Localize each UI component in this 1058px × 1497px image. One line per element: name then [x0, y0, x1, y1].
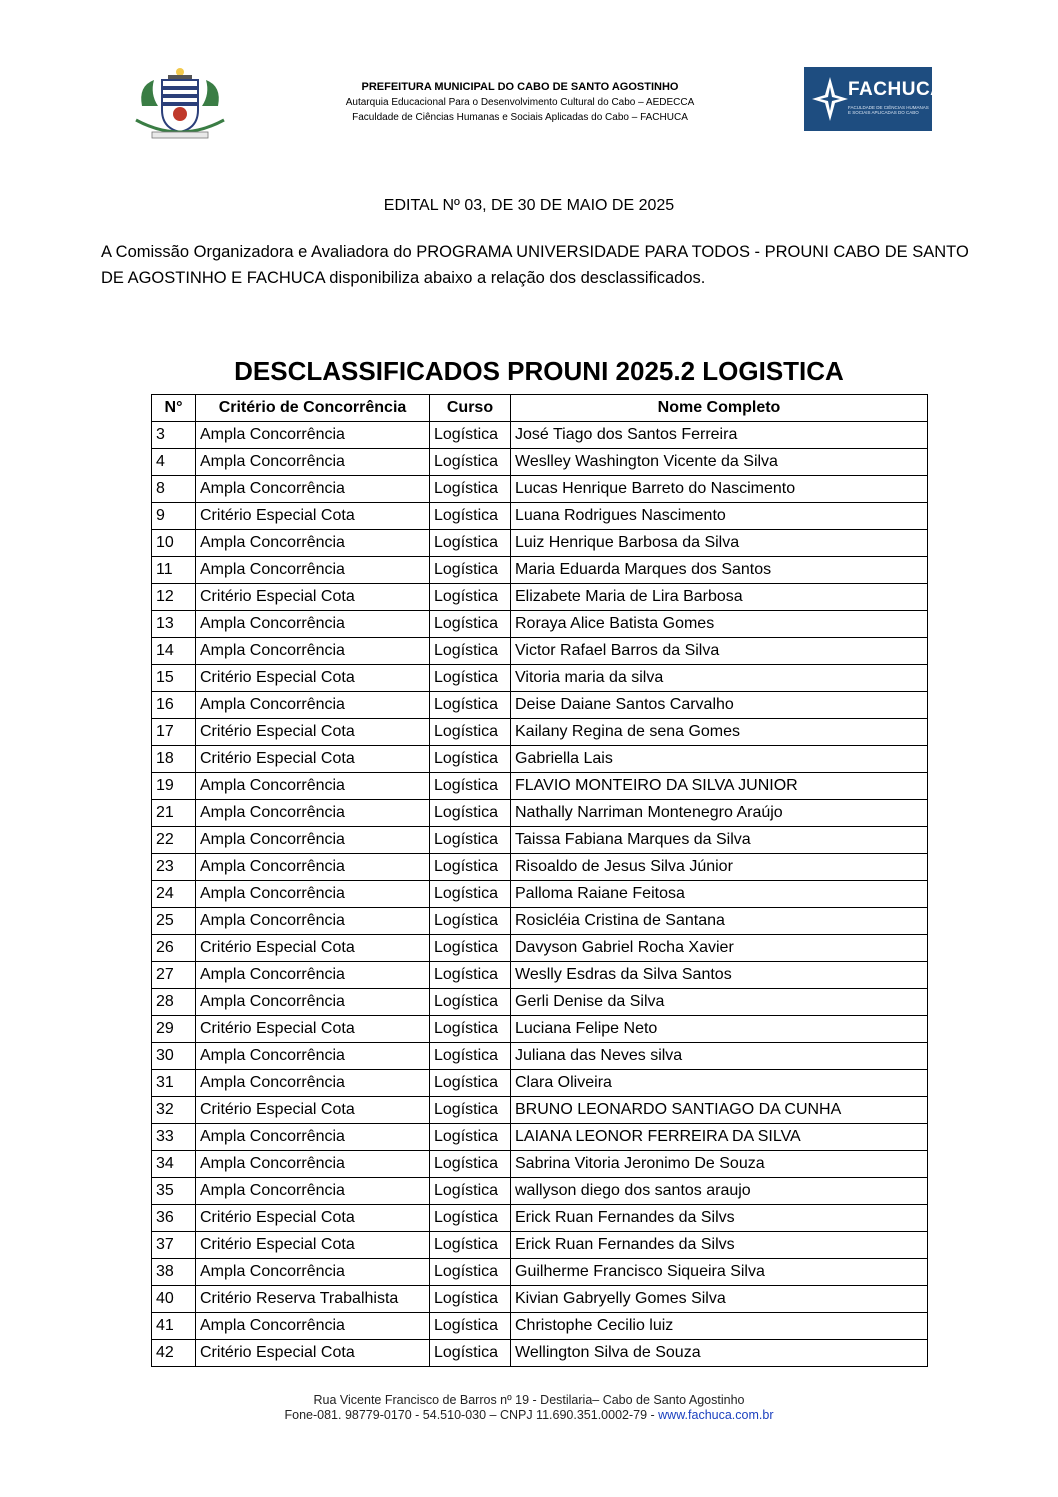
cell-curso: Logística	[430, 800, 511, 827]
cell-num: 42	[152, 1340, 196, 1367]
disqualified-table	[151, 394, 928, 1367]
cell-criterio: Ampla Concorrência	[196, 1178, 430, 1205]
cell-criterio: Critério Especial Cota	[196, 746, 430, 773]
cell-curso: Logística	[430, 476, 511, 503]
cell-criterio: Critério Especial Cota	[196, 1016, 430, 1043]
cell-criterio: Ampla Concorrência	[196, 827, 430, 854]
cell-curso: Logística	[430, 638, 511, 665]
cell-criterio: Ampla Concorrência	[196, 881, 430, 908]
cell-num: 18	[152, 746, 196, 773]
cell-num: 10	[152, 530, 196, 557]
cell-criterio: Ampla Concorrência	[196, 476, 430, 503]
cell-curso: Logística	[430, 422, 511, 449]
cell-num: 26	[152, 935, 196, 962]
cell-nome: Roraya Alice Batista Gomes	[511, 611, 928, 638]
table-row	[152, 476, 928, 503]
cell-num: 14	[152, 638, 196, 665]
cell-num: 31	[152, 1070, 196, 1097]
cell-criterio: Ampla Concorrência	[196, 1151, 430, 1178]
cell-nome: Lucas Henrique Barreto do Nascimento	[511, 476, 928, 503]
table-row	[152, 827, 928, 854]
cell-curso: Logística	[430, 530, 511, 557]
cell-nome: Victor Rafael Barros da Silva	[511, 638, 928, 665]
cell-criterio: Ampla Concorrência	[196, 449, 430, 476]
cell-num: 19	[152, 773, 196, 800]
institution-header	[240, 80, 800, 125]
table-row	[152, 935, 928, 962]
cell-curso: Logística	[430, 1151, 511, 1178]
cell-num: 41	[152, 1313, 196, 1340]
cell-nome: BRUNO LEONARDO SANTIAGO DA CUNHA	[511, 1097, 928, 1124]
cell-curso: Logística	[430, 611, 511, 638]
cell-nome: Taissa Fabiana Marques da Silva	[511, 827, 928, 854]
table-row	[152, 1124, 928, 1151]
cell-nome: wallyson diego dos santos araujo	[511, 1178, 928, 1205]
table-row	[152, 719, 928, 746]
cell-curso: Logística	[430, 746, 511, 773]
cell-nome: LAIANA LEONOR FERREIRA DA SILVA	[511, 1124, 928, 1151]
cell-nome: Erick Ruan Fernandes da Silvs	[511, 1205, 928, 1232]
cell-criterio: Ampla Concorrência	[196, 1043, 430, 1070]
cell-criterio: Ampla Concorrência	[196, 611, 430, 638]
header-curso: Curso	[430, 395, 511, 422]
cell-criterio: Critério Especial Cota	[196, 1205, 430, 1232]
cell-nome: Sabrina Vitoria Jeronimo De Souza	[511, 1151, 928, 1178]
cell-nome: José Tiago dos Santos Ferreira	[511, 422, 928, 449]
cell-nome: Davyson Gabriel Rocha Xavier	[511, 935, 928, 962]
cell-nome: Kailany Regina de sena Gomes	[511, 719, 928, 746]
cell-num: 30	[152, 1043, 196, 1070]
table-row	[152, 1070, 928, 1097]
cell-num: 24	[152, 881, 196, 908]
table-row	[152, 449, 928, 476]
cell-nome: Luana Rodrigues Nascimento	[511, 503, 928, 530]
fachuca-tagline: FACULDADE DE CIÊNCIAS HUMANAS E SOCIAIS APLICADAS DO CABO	[848, 105, 929, 115]
table-row	[152, 692, 928, 719]
cell-nome: Clara Oliveira	[511, 1070, 928, 1097]
cell-criterio: Ampla Concorrência	[196, 854, 430, 881]
star-icon	[810, 75, 850, 123]
cell-num: 25	[152, 908, 196, 935]
cell-num: 4	[152, 449, 196, 476]
table-header-row	[152, 395, 928, 422]
cell-num: 21	[152, 800, 196, 827]
cell-nome: Nathally Narriman Montenegro Araújo	[511, 800, 928, 827]
page-header	[0, 0, 1058, 160]
table-body	[152, 422, 928, 1367]
cell-curso: Logística	[430, 584, 511, 611]
cell-nome: Risoaldo de Jesus Silva Júnior	[511, 854, 928, 881]
cell-curso: Logística	[430, 1097, 511, 1124]
table-title: DESCLASSIFICADOS PROUNI 2025.2 LOGISTICA	[234, 356, 844, 386]
header-nome: Nome Completo	[511, 395, 928, 422]
cell-nome: Maria Eduarda Marques dos Santos	[511, 557, 928, 584]
cell-nome: Kivian Gabryelly Gomes Silva	[511, 1286, 928, 1313]
cell-curso: Logística	[430, 1124, 511, 1151]
cell-num: 35	[152, 1178, 196, 1205]
cell-criterio: Ampla Concorrência	[196, 1070, 430, 1097]
table-row	[152, 773, 928, 800]
cell-criterio: Ampla Concorrência	[196, 989, 430, 1016]
table-row	[152, 989, 928, 1016]
cell-num: 32	[152, 1097, 196, 1124]
cell-curso: Logística	[430, 989, 511, 1016]
table-row	[152, 1313, 928, 1340]
cell-num: 8	[152, 476, 196, 503]
cell-criterio: Ampla Concorrência	[196, 962, 430, 989]
table-row	[152, 422, 928, 449]
table-row	[152, 611, 928, 638]
cell-nome: Rosicléia Cristina de Santana	[511, 908, 928, 935]
cell-num: 33	[152, 1124, 196, 1151]
cell-nome: FLAVIO MONTEIRO DA SILVA JUNIOR	[511, 773, 928, 800]
table-row	[152, 1232, 928, 1259]
cell-criterio: Ampla Concorrência	[196, 557, 430, 584]
cell-curso: Logística	[430, 557, 511, 584]
coat-of-arms-logo	[128, 66, 232, 142]
cell-curso: Logística	[430, 854, 511, 881]
cell-curso: Logística	[430, 881, 511, 908]
cell-num: 40	[152, 1286, 196, 1313]
cell-curso: Logística	[430, 1286, 511, 1313]
cell-nome: Wellington Silva de Souza	[511, 1340, 928, 1367]
cell-nome: Juliana das Neves silva	[511, 1043, 928, 1070]
cell-num: 13	[152, 611, 196, 638]
cell-curso: Logística	[430, 449, 511, 476]
cell-nome: Luciana Felipe Neto	[511, 1016, 928, 1043]
footer-address: Rua Vicente Francisco de Barros nº 19 - Destilaria– Cabo de Santo Agostinho	[313, 1393, 745, 1407]
cell-num: 34	[152, 1151, 196, 1178]
intro-paragraph: A Comissão Organizadora e Avaliadora do PROGRAMA UNIVERSIDADE PARA TODOS - PROUNI CABO DE SANTO DE AGOSTINHO E FACHUCA disponibiliza abaixo a relação dos desclassificados.	[101, 243, 969, 287]
cell-nome: Luiz Henrique Barbosa da Silva	[511, 530, 928, 557]
cell-curso: Logística	[430, 962, 511, 989]
cell-curso: Logística	[430, 503, 511, 530]
cell-curso: Logística	[430, 1016, 511, 1043]
cell-criterio: Ampla Concorrência	[196, 692, 430, 719]
table-row	[152, 530, 928, 557]
cell-curso: Logística	[430, 1340, 511, 1367]
cell-curso: Logística	[430, 1178, 511, 1205]
cell-num: 28	[152, 989, 196, 1016]
edital-title: EDITAL Nº 03, DE 30 DE MAIO DE 2025	[383, 197, 675, 214]
table-row	[152, 746, 928, 773]
table-row	[152, 908, 928, 935]
fachuca-brand: FACHUCA	[848, 79, 945, 100]
institution-line-2: Autarquia Educacional Para o Desenvolvimento Cultural do Cabo – AEDECCA	[345, 97, 695, 108]
table-row	[152, 881, 928, 908]
table-row	[152, 557, 928, 584]
footer-website-link[interactable]: www.fachuca.com.br	[658, 1408, 774, 1422]
cell-curso: Logística	[430, 1313, 511, 1340]
cell-criterio: Ampla Concorrência	[196, 800, 430, 827]
cell-nome: Palloma Raiane Feitosa	[511, 881, 928, 908]
table-row	[152, 962, 928, 989]
cell-nome: Gabriella Lais	[511, 746, 928, 773]
institution-name: PREFEITURA MUNICIPAL DO CABO DE SANTO AGOSTINHO	[361, 81, 679, 93]
cell-criterio: Ampla Concorrência	[196, 1259, 430, 1286]
cell-criterio: Critério Especial Cota	[196, 584, 430, 611]
cell-curso: Logística	[430, 1259, 511, 1286]
cell-num: 12	[152, 584, 196, 611]
table-row	[152, 1340, 928, 1367]
cell-criterio: Critério Especial Cota	[196, 1340, 430, 1367]
cell-curso: Logística	[430, 827, 511, 854]
table-row	[152, 665, 928, 692]
cell-criterio: Ampla Concorrência	[196, 530, 430, 557]
cell-curso: Logística	[430, 1205, 511, 1232]
cell-criterio: Critério Especial Cota	[196, 503, 430, 530]
table-row	[152, 854, 928, 881]
table-row	[152, 1178, 928, 1205]
cell-num: 22	[152, 827, 196, 854]
cell-nome: Gerli Denise da Silva	[511, 989, 928, 1016]
cell-criterio: Critério Especial Cota	[196, 719, 430, 746]
fachuca-logo	[804, 67, 945, 131]
cell-criterio: Critério Especial Cota	[196, 935, 430, 962]
cell-num: 37	[152, 1232, 196, 1259]
table-row	[152, 1259, 928, 1286]
cell-criterio: Critério Reserva Trabalhista	[196, 1286, 430, 1313]
cell-curso: Logística	[430, 1070, 511, 1097]
cell-nome: Guilherme Francisco Siqueira Silva	[511, 1259, 928, 1286]
footer-contact-line	[0, 1408, 1058, 1423]
cell-num: 29	[152, 1016, 196, 1043]
cell-criterio: Ampla Concorrência	[196, 638, 430, 665]
table-row	[152, 503, 928, 530]
cell-num: 15	[152, 665, 196, 692]
table-row	[152, 1016, 928, 1043]
cell-nome: Weslley Washington Vicente da Silva	[511, 449, 928, 476]
cell-criterio: Critério Especial Cota	[196, 1232, 430, 1259]
cell-curso: Logística	[430, 665, 511, 692]
cell-criterio: Ampla Concorrência	[196, 908, 430, 935]
cell-num: 23	[152, 854, 196, 881]
cell-curso: Logística	[430, 1043, 511, 1070]
table-row	[152, 638, 928, 665]
table-row	[152, 1097, 928, 1124]
cell-nome: Vitoria maria da silva	[511, 665, 928, 692]
cell-criterio: Ampla Concorrência	[196, 422, 430, 449]
table-row	[152, 1286, 928, 1313]
cell-num: 16	[152, 692, 196, 719]
cell-criterio: Ampla Concorrência	[196, 773, 430, 800]
table-row	[152, 1043, 928, 1070]
cell-num: 36	[152, 1205, 196, 1232]
cell-curso: Logística	[430, 692, 511, 719]
cell-criterio: Ampla Concorrência	[196, 1124, 430, 1151]
cell-nome: Christophe Cecilio luiz	[511, 1313, 928, 1340]
table-row	[152, 584, 928, 611]
footer-contact: Fone-081. 98779-0170 - 54.510-030 – CNPJ 11.690.351.0002-79 -	[284, 1408, 659, 1422]
page-footer	[0, 1393, 1058, 1423]
cell-nome: Erick Ruan Fernandes da Silvs	[511, 1232, 928, 1259]
cell-nome: Deise Daiane Santos Carvalho	[511, 692, 928, 719]
cell-num: 9	[152, 503, 196, 530]
cell-num: 38	[152, 1259, 196, 1286]
cell-num: 3	[152, 422, 196, 449]
cell-num: 17	[152, 719, 196, 746]
cell-curso: Logística	[430, 773, 511, 800]
cell-criterio: Critério Especial Cota	[196, 1097, 430, 1124]
cell-nome: Elizabete Maria de Lira Barbosa	[511, 584, 928, 611]
cell-curso: Logística	[430, 935, 511, 962]
cell-curso: Logística	[430, 1232, 511, 1259]
table-row	[152, 1205, 928, 1232]
cell-curso: Logística	[430, 908, 511, 935]
institution-line-3: Faculdade de Ciências Humanas e Sociais Aplicadas do Cabo – FACHUCA	[352, 112, 688, 123]
cell-criterio: Critério Especial Cota	[196, 665, 430, 692]
cell-curso: Logística	[430, 719, 511, 746]
cell-criterio: Ampla Concorrência	[196, 1313, 430, 1340]
header-criterio: Critério de Concorrência	[196, 395, 430, 422]
cell-nome: Weslly Esdras da Silva Santos	[511, 962, 928, 989]
table-row	[152, 1151, 928, 1178]
cell-num: 27	[152, 962, 196, 989]
cell-num: 11	[152, 557, 196, 584]
header-num: N°	[152, 395, 196, 422]
table-row	[152, 800, 928, 827]
